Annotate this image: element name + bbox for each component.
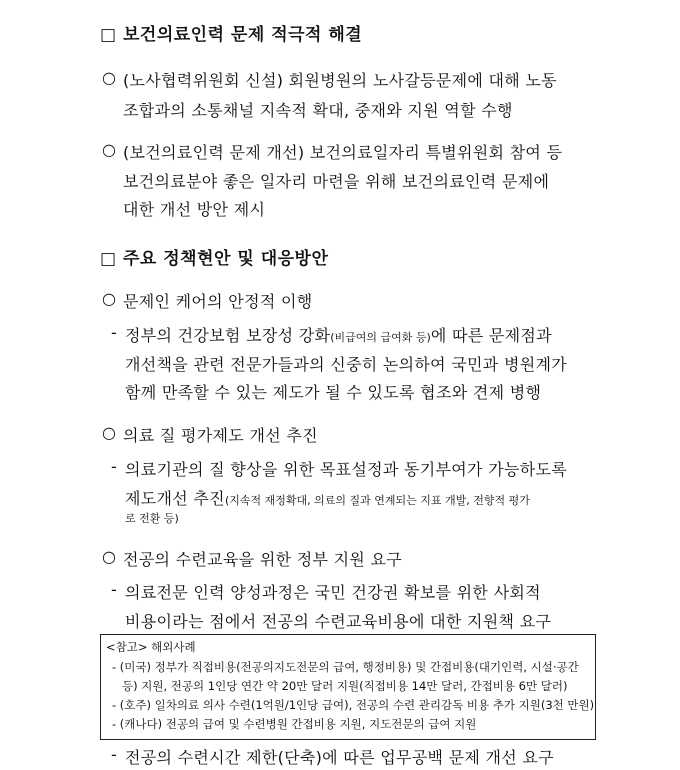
reference-line: - (미국) 정부가 직접비용(전공의지도전문의 급여, 행정비용) 및 간접비용(대기인력, 시설·공간 [112, 660, 579, 674]
dash: - [111, 580, 118, 599]
item-line: 대한 개선 방안 제시 [123, 200, 266, 219]
item-title: 전공의 수련교육을 위한 정부 지원 요구 [123, 550, 403, 569]
item-line: 보건의료분야 좋은 일자리 마련을 위해 보건의료인력 문제에 [123, 172, 550, 191]
bullet: ○ [102, 547, 117, 566]
sub-line: 전공의 수련시간 제한(단축)에 따른 업무공백 문제 개선 요구 [125, 748, 554, 767]
sub-note: (비급여의 급여화 등) [330, 331, 431, 344]
dash: - [111, 323, 118, 342]
item-line: 조합과의 소통채널 지속적 확대, 중재와 지원 역할 수행 [123, 101, 513, 120]
item-line: (노사협력위원회 신설) 회원병원의 노사갈등문제에 대해 노동 [123, 71, 557, 90]
sub-note: (지속적 재정확대, 의료의 질과 연계되는 지표 개발, 전향적 평가 [224, 494, 530, 507]
reference-line: - (캐나다) 전공의 급여 및 수련병원 간접비용 지원, 지도전문의 급여 지원 [112, 717, 477, 731]
sub-note: 로 전환 등) [125, 512, 179, 525]
bullet: ○ [102, 140, 117, 159]
section-heading-2: □ 주요 정책현안 및 대응방안 [100, 249, 329, 269]
sub-line [125, 323, 552, 346]
sub-line-part: 에 따른 문제점과 [430, 326, 552, 345]
section-heading-1: □ 보건의료인력 문제 적극적 해결 [100, 25, 363, 45]
sub-line: 함께 만족할 수 있는 제도가 될 수 있도록 협조와 견제 병행 [125, 383, 542, 402]
sub-line-part: 제도개선 추진 [125, 489, 225, 508]
reference-title: <참고> 해외사례 [106, 640, 196, 654]
item-title: 의료 질 평가제도 개선 추진 [123, 426, 318, 445]
sub-line [125, 486, 530, 509]
reference-line: - (호주) 일차의료 의사 수련(1억원/1인당 급여), 전공의 수련 관리감독 비용 추가 지원(3천 만원) [112, 698, 595, 712]
sub-line-part: 정부의 건강보험 보장성 강화 [125, 326, 331, 345]
sub-line: 비용이라는 점에서 전공의 수련교육비용에 대한 지원책 요구 [125, 612, 552, 631]
bullet: ○ [102, 68, 117, 87]
dash: - [111, 457, 118, 476]
item-line: (보건의료인력 문제 개선) 보건의료일자리 특별위원회 참여 등 [123, 143, 563, 162]
bullet: ○ [102, 289, 117, 308]
sub-line: 개선책을 관련 전문가들과의 신중히 논의하여 국민과 병원계가 [125, 355, 567, 374]
dash: - [111, 745, 118, 764]
bullet: ○ [102, 423, 117, 442]
sub-line: 의료기관의 질 향상을 위한 목표설정과 동기부여가 가능하도록 [125, 460, 567, 479]
item-title: 문제인 케어의 안정적 이행 [123, 292, 313, 311]
sub-line: 의료전문 인력 양성과정은 국민 건강권 확보를 위한 사회적 [125, 583, 541, 602]
reference-line: 등) 지원, 전공의 1인당 연간 약 20만 달러 지원(직접비용 14만 달러, 간접비용 6만 달러) [122, 679, 568, 693]
